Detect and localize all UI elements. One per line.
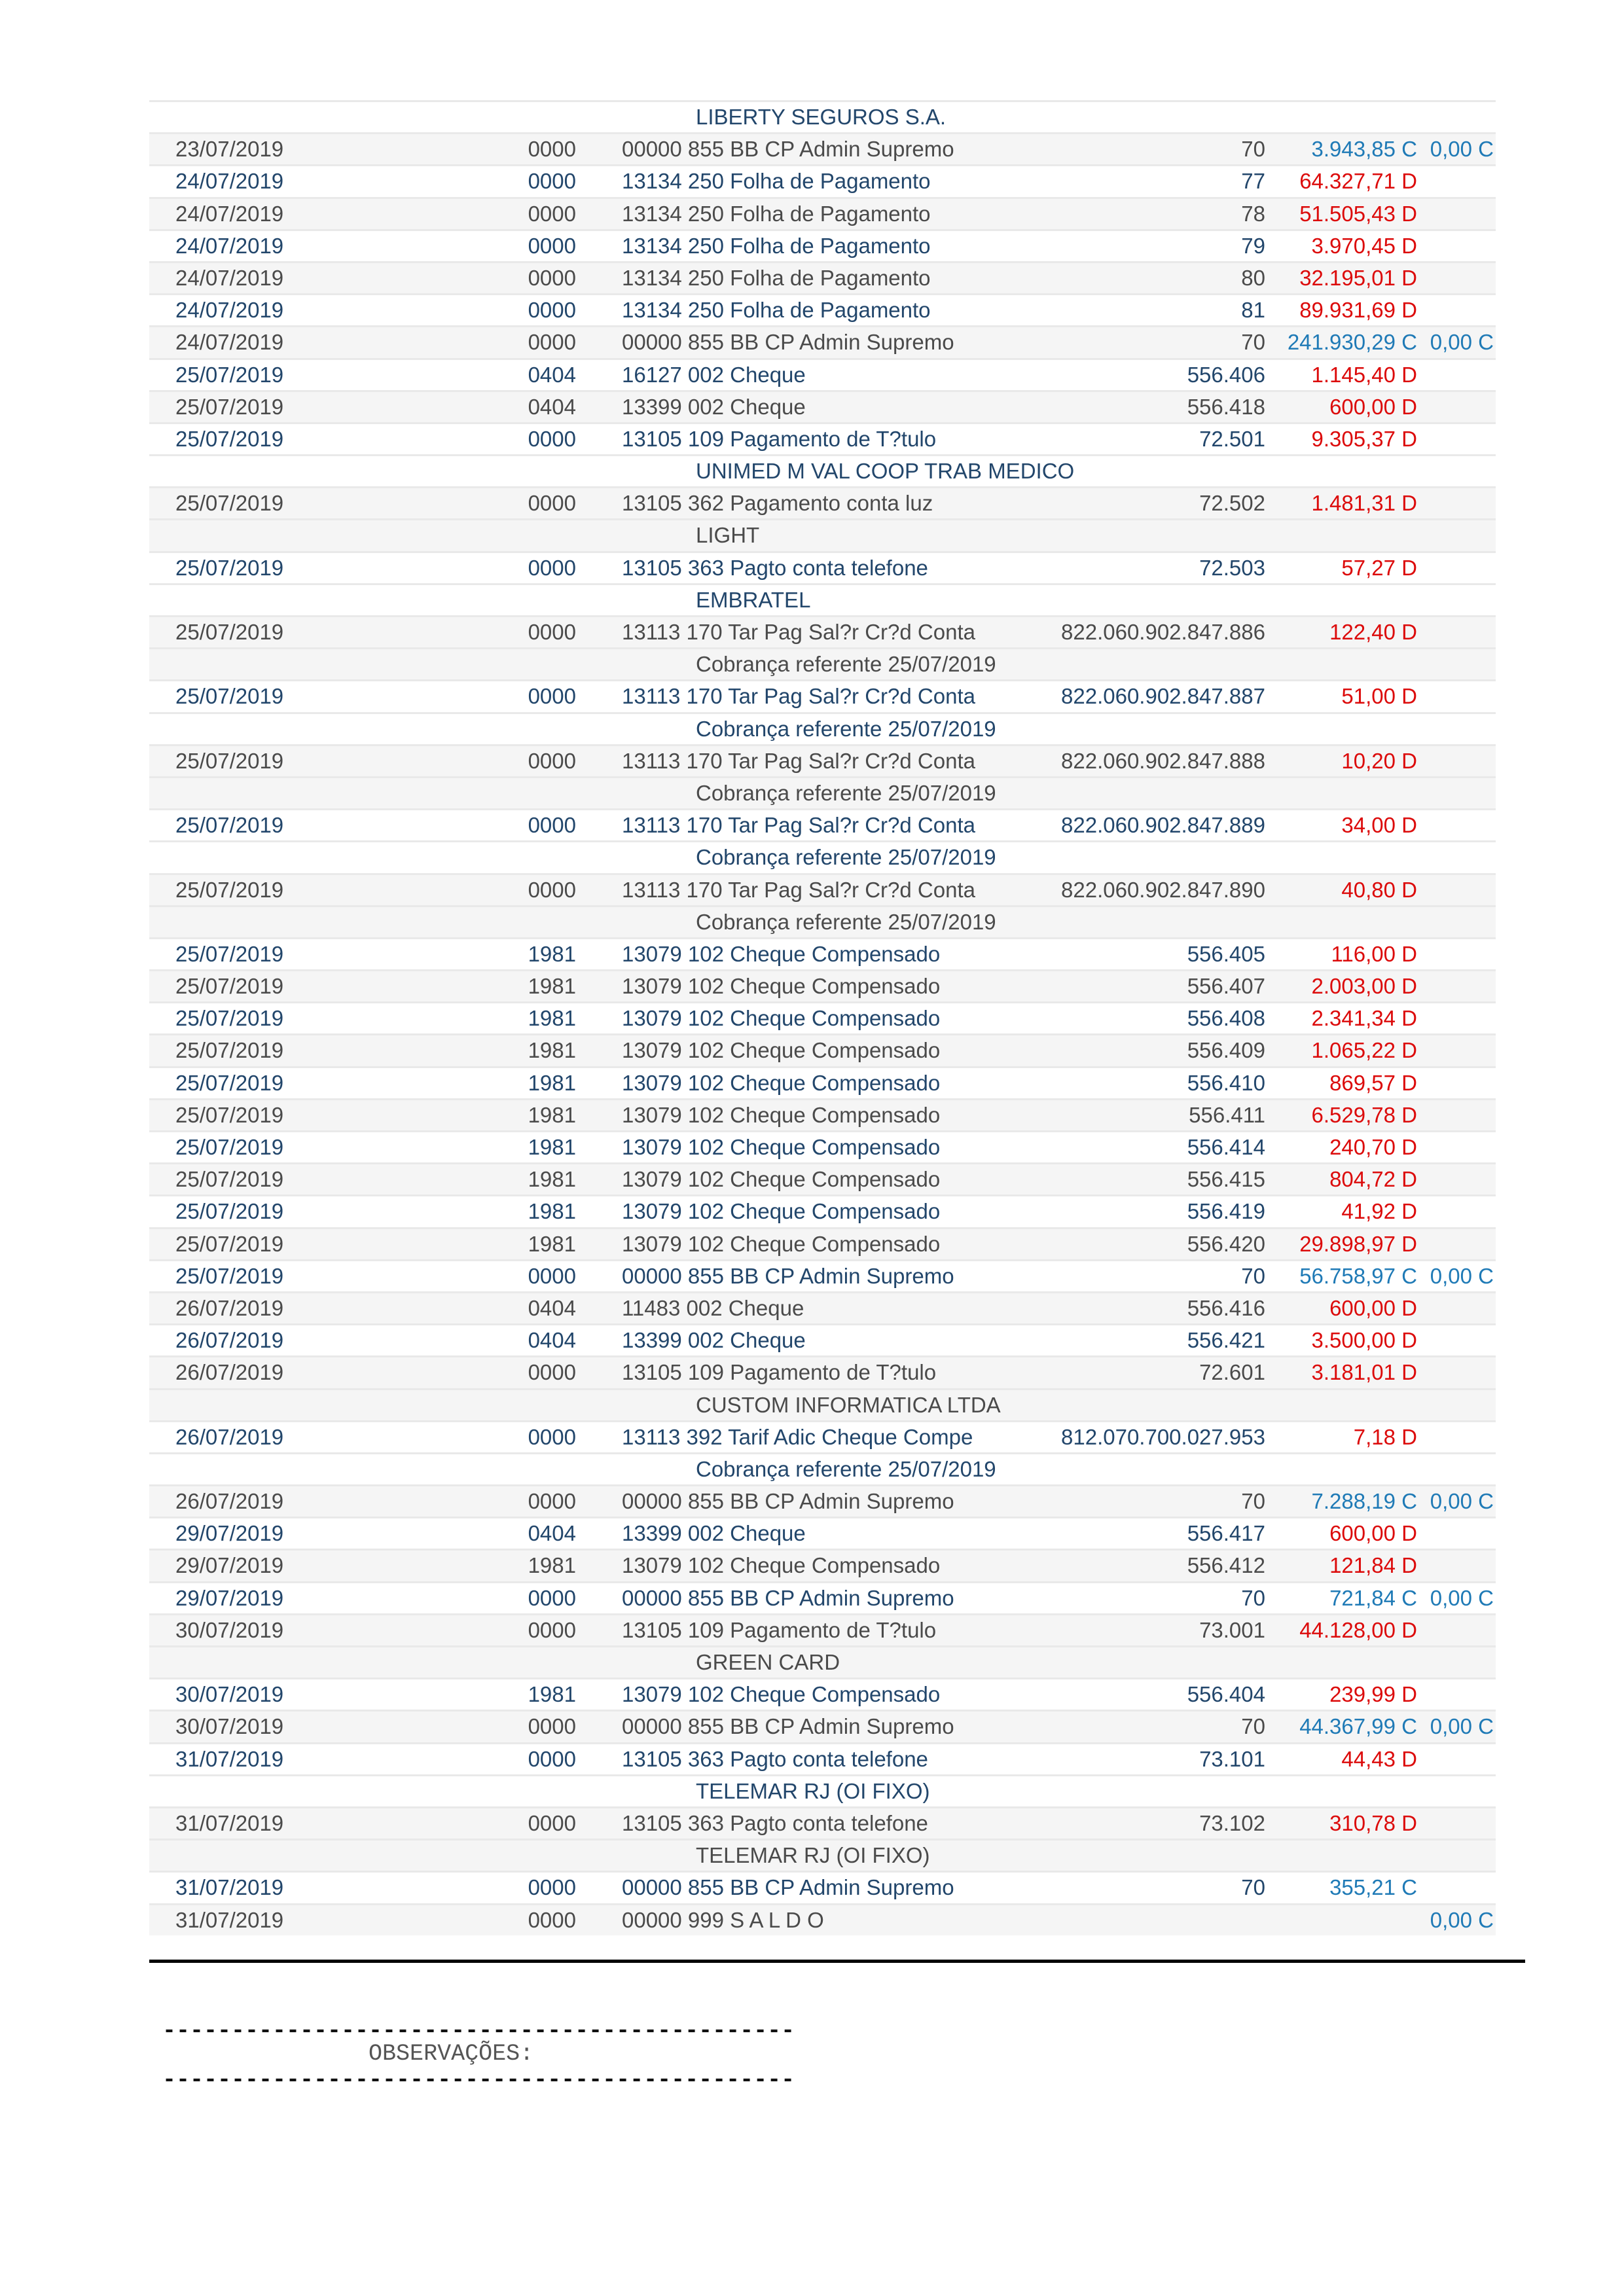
- document-cell: 73.001: [1199, 1617, 1265, 1642]
- document-cell: 72.503: [1199, 555, 1265, 580]
- amount-cell: 1.481,31 D: [1311, 491, 1417, 516]
- description-cell: 11483 002 Cheque: [622, 1295, 804, 1320]
- date-cell: 25/07/2019: [175, 877, 284, 902]
- document-cell: 556.405: [1187, 941, 1265, 966]
- document-cell: 556.412: [1187, 1553, 1265, 1578]
- statement-row: [149, 1001, 1496, 1033]
- statement-row: [149, 1098, 1496, 1130]
- note-cell: TELEMAR RJ (OI FIXO): [696, 1778, 930, 1803]
- amount-cell: 122,40 D: [1329, 620, 1417, 644]
- amount-cell: 721,84 C: [1329, 1585, 1417, 1610]
- amount-cell: 56.758,97 C: [1299, 1263, 1417, 1288]
- bottom-divider: [149, 1960, 1525, 1963]
- statement-row: [149, 390, 1496, 422]
- description-cell: 13079 102 Cheque Compensado: [622, 1038, 941, 1063]
- amount-cell: 3.970,45 D: [1311, 233, 1417, 258]
- date-cell: 26/07/2019: [175, 1424, 284, 1449]
- date-cell: 25/07/2019: [175, 1070, 284, 1095]
- document-cell: 822.060.902.847.890: [1061, 877, 1265, 902]
- amount-cell: 44.128,00 D: [1299, 1617, 1417, 1642]
- agency-cell: 1981: [528, 974, 576, 999]
- statement-row: [149, 1066, 1496, 1098]
- statement-row: [149, 486, 1496, 518]
- balance-cell: 0,00 C: [1430, 1714, 1494, 1739]
- statement-row: [149, 1806, 1496, 1839]
- note-cell: Cobrança referente 25/07/2019: [696, 845, 996, 870]
- date-cell: 24/07/2019: [175, 201, 284, 226]
- description-cell: 13134 250 Folha de Pagamento: [622, 233, 931, 258]
- date-cell: 31/07/2019: [175, 1875, 284, 1900]
- statement-row: [149, 969, 1496, 1001]
- document-cell: 78: [1241, 201, 1265, 226]
- date-cell: 24/07/2019: [175, 233, 284, 258]
- statement-note-row: [149, 1645, 1496, 1677]
- observations-label: OBSERVAÇÕES:: [162, 2041, 534, 2067]
- statement-row: [149, 1033, 1496, 1066]
- statement-row: [149, 1549, 1496, 1581]
- description-cell: 13079 102 Cheque Compensado: [622, 1135, 941, 1159]
- agency-cell: 0000: [528, 1489, 576, 1514]
- agency-cell: 0000: [528, 877, 576, 902]
- note-cell: GREEN CARD: [696, 1650, 840, 1674]
- date-cell: 25/07/2019: [175, 620, 284, 644]
- statement-note-row: [149, 518, 1496, 550]
- amount-cell: 241.930,29 C: [1287, 330, 1417, 355]
- date-cell: 25/07/2019: [175, 974, 284, 999]
- date-cell: 26/07/2019: [175, 1360, 284, 1385]
- document-cell: 72.601: [1199, 1360, 1265, 1385]
- description-cell: 13079 102 Cheque Compensado: [622, 1231, 941, 1256]
- description-cell: 16127 002 Cheque: [622, 362, 806, 387]
- statement-note-row: [149, 905, 1496, 937]
- date-cell: 30/07/2019: [175, 1714, 284, 1739]
- agency-cell: 1981: [528, 1135, 576, 1159]
- date-cell: 25/07/2019: [175, 555, 284, 580]
- document-cell: 556.418: [1187, 394, 1265, 419]
- statement-note-row: [149, 840, 1496, 872]
- date-cell: 25/07/2019: [175, 1102, 284, 1127]
- document-cell: 556.417: [1187, 1521, 1265, 1546]
- agency-cell: 1981: [528, 1006, 576, 1031]
- document-cell: 79: [1241, 233, 1265, 258]
- document-cell: 822.060.902.847.886: [1061, 620, 1265, 644]
- agency-cell: 0000: [528, 265, 576, 290]
- amount-cell: 1.065,22 D: [1311, 1038, 1417, 1063]
- balance-cell: 0,00 C: [1430, 1585, 1494, 1610]
- description-cell: 13105 362 Pagamento conta luz: [622, 491, 933, 516]
- description-cell: 13113 170 Tar Pag Sal?r Cr?d Conta: [622, 813, 975, 838]
- date-cell: 25/07/2019: [175, 426, 284, 451]
- amount-cell: 600,00 D: [1329, 1295, 1417, 1320]
- date-cell: 25/07/2019: [175, 1135, 284, 1159]
- document-cell: 556.404: [1187, 1682, 1265, 1707]
- document-cell: 556.407: [1187, 974, 1265, 999]
- agency-cell: 1981: [528, 1553, 576, 1578]
- document-cell: 556.406: [1187, 362, 1265, 387]
- document-cell: 72.501: [1199, 426, 1265, 451]
- description-cell: 13113 170 Tar Pag Sal?r Cr?d Conta: [622, 684, 975, 709]
- amount-cell: 600,00 D: [1329, 1521, 1417, 1546]
- date-cell: 26/07/2019: [175, 1295, 284, 1320]
- statement-row: [149, 873, 1496, 905]
- description-cell: 13079 102 Cheque Compensado: [622, 1070, 941, 1095]
- date-cell: 25/07/2019: [175, 748, 284, 773]
- amount-cell: 3.943,85 C: [1311, 137, 1417, 162]
- description-cell: 13105 363 Pagto conta telefone: [622, 1810, 928, 1835]
- statement-row: [149, 1162, 1496, 1194]
- agency-cell: 0000: [528, 620, 576, 644]
- agency-cell: 1981: [528, 941, 576, 966]
- description-cell: 13079 102 Cheque Compensado: [622, 941, 941, 966]
- agency-cell: 0404: [528, 362, 576, 387]
- date-cell: 30/07/2019: [175, 1682, 284, 1707]
- statement-row: [149, 808, 1496, 840]
- statement-row: [149, 132, 1496, 164]
- description-cell: 13113 170 Tar Pag Sal?r Cr?d Conta: [622, 877, 975, 902]
- document-cell: 822.060.902.847.888: [1061, 748, 1265, 773]
- statement-table: [149, 100, 1496, 1935]
- description-cell: 13399 002 Cheque: [622, 1521, 806, 1546]
- date-cell: 25/07/2019: [175, 1199, 284, 1224]
- date-cell: 25/07/2019: [175, 813, 284, 838]
- document-cell: 70: [1241, 137, 1265, 162]
- document-cell: 556.411: [1189, 1102, 1265, 1127]
- amount-cell: 51.505,43 D: [1299, 201, 1417, 226]
- amount-cell: 10,20 D: [1341, 748, 1417, 773]
- note-cell: TELEMAR RJ (OI FIXO): [696, 1843, 930, 1868]
- agency-cell: 0000: [528, 1875, 576, 1900]
- agency-cell: 0000: [528, 1617, 576, 1642]
- statement-row: [149, 1291, 1496, 1323]
- agency-cell: 0000: [528, 748, 576, 773]
- description-cell: 13105 109 Pagamento de T?tulo: [622, 1617, 937, 1642]
- statement-note-row: [149, 1452, 1496, 1484]
- statement-row: [149, 325, 1496, 357]
- statement-row: [149, 1227, 1496, 1259]
- agency-cell: 0000: [528, 137, 576, 162]
- date-cell: 25/07/2019: [175, 362, 284, 387]
- agency-cell: 1981: [528, 1070, 576, 1095]
- date-cell: 31/07/2019: [175, 1810, 284, 1835]
- date-cell: 30/07/2019: [175, 1617, 284, 1642]
- note-cell: Cobrança referente 25/07/2019: [696, 652, 996, 677]
- date-cell: 31/07/2019: [175, 1907, 284, 1932]
- agency-cell: 0000: [528, 555, 576, 580]
- description-cell: 13113 170 Tar Pag Sal?r Cr?d Conta: [622, 748, 975, 773]
- date-cell: 25/07/2019: [175, 1231, 284, 1256]
- description-cell: 13079 102 Cheque Compensado: [622, 974, 941, 999]
- statement-row: [149, 293, 1496, 325]
- description-cell: 00000 855 BB CP Admin Supremo: [622, 1875, 954, 1900]
- document-cell: 556.416: [1187, 1295, 1265, 1320]
- document-cell: 556.420: [1187, 1231, 1265, 1256]
- document-cell: 70: [1241, 330, 1265, 355]
- description-cell: 13079 102 Cheque Compensado: [622, 1199, 941, 1224]
- amount-cell: 44.367,99 C: [1299, 1714, 1417, 1739]
- note-cell: Cobrança referente 25/07/2019: [696, 716, 996, 741]
- description-cell: 13079 102 Cheque Compensado: [622, 1553, 941, 1578]
- balance-cell: 0,00 C: [1430, 1263, 1494, 1288]
- document-cell: 77: [1241, 169, 1265, 194]
- description-cell: 13113 170 Tar Pag Sal?r Cr?d Conta: [622, 620, 975, 644]
- amount-cell: 7,18 D: [1353, 1424, 1417, 1449]
- agency-cell: 1981: [528, 1167, 576, 1192]
- statement-note-row: [149, 776, 1496, 808]
- amount-cell: 3.181,01 D: [1311, 1360, 1417, 1385]
- agency-cell: 0000: [528, 1746, 576, 1771]
- statement-row: [149, 1613, 1496, 1645]
- statement-row: [149, 1194, 1496, 1227]
- note-cell: Cobrança referente 25/07/2019: [696, 780, 996, 805]
- description-cell: 13079 102 Cheque Compensado: [622, 1167, 941, 1192]
- amount-cell: 7.288,19 C: [1311, 1489, 1417, 1514]
- statement-row: [149, 358, 1496, 390]
- statement-row: [149, 1903, 1496, 1935]
- amount-cell: 40,80 D: [1341, 877, 1417, 902]
- statement-row: [149, 197, 1496, 229]
- agency-cell: 0000: [528, 201, 576, 226]
- amount-cell: 2.003,00 D: [1311, 974, 1417, 999]
- date-cell: 31/07/2019: [175, 1746, 284, 1771]
- document-cell: 70: [1241, 1263, 1265, 1288]
- description-cell: 00000 855 BB CP Admin Supremo: [622, 330, 954, 355]
- date-cell: 25/07/2019: [175, 684, 284, 709]
- agency-cell: 0000: [528, 491, 576, 516]
- agency-cell: 1981: [528, 1038, 576, 1063]
- amount-cell: 32.195,01 D: [1299, 265, 1417, 290]
- date-cell: 25/07/2019: [175, 1263, 284, 1288]
- amount-cell: 6.529,78 D: [1311, 1102, 1417, 1127]
- statement-row: [149, 1484, 1496, 1516]
- note-cell: UNIMED M VAL COOP TRAB MEDICO: [696, 459, 1075, 484]
- agency-cell: 0000: [528, 1907, 576, 1932]
- balance-cell: 0,00 C: [1430, 137, 1494, 162]
- description-cell: 13105 363 Pagto conta telefone: [622, 555, 928, 580]
- amount-cell: 41,92 D: [1341, 1199, 1417, 1224]
- description-cell: 13134 250 Folha de Pagamento: [622, 201, 931, 226]
- agency-cell: 0404: [528, 1295, 576, 1320]
- document-cell: 556.409: [1187, 1038, 1265, 1063]
- description-cell: 13105 109 Pagamento de T?tulo: [622, 426, 937, 451]
- date-cell: 25/07/2019: [175, 491, 284, 516]
- amount-cell: 804,72 D: [1329, 1167, 1417, 1192]
- note-cell: Cobrança referente 25/07/2019: [696, 909, 996, 934]
- description-cell: 00000 855 BB CP Admin Supremo: [622, 1263, 954, 1288]
- amount-cell: 239,99 D: [1329, 1682, 1417, 1707]
- note-cell: LIBERTY SEGUROS S.A.: [696, 105, 947, 129]
- document-cell: 73.101: [1199, 1746, 1265, 1771]
- document-cell: 556.415: [1187, 1167, 1265, 1192]
- document-cell: 73.102: [1199, 1810, 1265, 1835]
- statement-row: [149, 1677, 1496, 1710]
- agency-cell: 0000: [528, 298, 576, 323]
- description-cell: 13113 392 Tarif Adic Cheque Compe: [622, 1424, 973, 1449]
- amount-cell: 64.327,71 D: [1299, 169, 1417, 194]
- statement-row: [149, 1710, 1496, 1742]
- amount-cell: 89.931,69 D: [1299, 298, 1417, 323]
- amount-cell: 355,21 C: [1329, 1875, 1417, 1900]
- statement-row: [149, 1516, 1496, 1549]
- agency-cell: 0000: [528, 1424, 576, 1449]
- dashed-separator-top: ----------------------------------------------: [162, 2018, 795, 2044]
- agency-cell: 0000: [528, 1360, 576, 1385]
- statement-note-row: [149, 454, 1496, 486]
- agency-cell: 1981: [528, 1682, 576, 1707]
- balance-cell: 0,00 C: [1430, 330, 1494, 355]
- agency-cell: 1981: [528, 1231, 576, 1256]
- statement-note-row: [149, 100, 1496, 132]
- document-cell: 80: [1241, 265, 1265, 290]
- statement-row: [149, 1323, 1496, 1355]
- balance-cell: 0,00 C: [1430, 1907, 1494, 1932]
- amount-cell: 121,84 D: [1329, 1553, 1417, 1578]
- statement-row: [149, 164, 1496, 196]
- date-cell: 25/07/2019: [175, 1167, 284, 1192]
- balance-cell: 0,00 C: [1430, 1489, 1494, 1514]
- date-cell: 24/07/2019: [175, 169, 284, 194]
- document-cell: 556.410: [1187, 1070, 1265, 1095]
- note-cell: LIGHT: [696, 523, 760, 548]
- document-cell: 812.070.700.027.953: [1061, 1424, 1265, 1449]
- note-cell: EMBRATEL: [696, 587, 811, 612]
- agency-cell: 0000: [528, 330, 576, 355]
- amount-cell: 1.145,40 D: [1311, 362, 1417, 387]
- dashed-separator-bottom: ----------------------------------------------: [162, 2067, 795, 2093]
- amount-cell: 310,78 D: [1329, 1810, 1417, 1835]
- note-cell: Cobrança referente 25/07/2019: [696, 1456, 996, 1481]
- description-cell: 00000 855 BB CP Admin Supremo: [622, 1585, 954, 1610]
- agency-cell: 1981: [528, 1199, 576, 1224]
- amount-cell: 869,57 D: [1329, 1070, 1417, 1095]
- description-cell: 13105 363 Pagto conta telefone: [622, 1746, 928, 1771]
- date-cell: 25/07/2019: [175, 394, 284, 419]
- description-cell: 00000 855 BB CP Admin Supremo: [622, 137, 954, 162]
- document-cell: 556.419: [1187, 1199, 1265, 1224]
- description-cell: 13134 250 Folha de Pagamento: [622, 298, 931, 323]
- statement-row: [149, 1742, 1496, 1774]
- document-cell: 556.408: [1187, 1006, 1265, 1031]
- date-cell: 29/07/2019: [175, 1553, 284, 1578]
- description-cell: 13399 002 Cheque: [622, 394, 806, 419]
- document-cell: 556.414: [1187, 1135, 1265, 1159]
- agency-cell: 0404: [528, 1328, 576, 1353]
- agency-cell: 0000: [528, 684, 576, 709]
- date-cell: 29/07/2019: [175, 1521, 284, 1546]
- agency-cell: 0000: [528, 813, 576, 838]
- date-cell: 25/07/2019: [175, 941, 284, 966]
- agency-cell: 0404: [528, 394, 576, 419]
- statement-note-row: [149, 1839, 1496, 1871]
- statement-row: [149, 229, 1496, 261]
- date-cell: 24/07/2019: [175, 330, 284, 355]
- description-cell: 13079 102 Cheque Compensado: [622, 1682, 941, 1707]
- document-cell: 70: [1241, 1585, 1265, 1610]
- amount-cell: 240,70 D: [1329, 1135, 1417, 1159]
- amount-cell: 29.898,97 D: [1299, 1231, 1417, 1256]
- document-cell: 81: [1241, 298, 1265, 323]
- statement-note-row: [149, 712, 1496, 744]
- document-cell: 70: [1241, 1489, 1265, 1514]
- statement-row: [149, 551, 1496, 583]
- document-cell: 70: [1241, 1714, 1265, 1739]
- date-cell: 25/07/2019: [175, 1038, 284, 1063]
- amount-cell: 44,43 D: [1341, 1746, 1417, 1771]
- document-cell: 72.502: [1199, 491, 1265, 516]
- amount-cell: 34,00 D: [1341, 813, 1417, 838]
- amount-cell: 600,00 D: [1329, 394, 1417, 419]
- amount-cell: 3.500,00 D: [1311, 1328, 1417, 1353]
- date-cell: 23/07/2019: [175, 137, 284, 162]
- date-cell: 29/07/2019: [175, 1585, 284, 1610]
- document-cell: 822.060.902.847.887: [1061, 684, 1265, 709]
- amount-cell: 2.341,34 D: [1311, 1006, 1417, 1031]
- description-cell: 13134 250 Folha de Pagamento: [622, 169, 931, 194]
- document-cell: 822.060.902.847.889: [1061, 813, 1265, 838]
- amount-cell: 51,00 D: [1341, 684, 1417, 709]
- date-cell: 26/07/2019: [175, 1328, 284, 1353]
- statement-row: [149, 615, 1496, 647]
- agency-cell: 0404: [528, 1521, 576, 1546]
- statement-row: [149, 1871, 1496, 1903]
- statement-row: [149, 744, 1496, 776]
- agency-cell: 0000: [528, 426, 576, 451]
- document-cell: 70: [1241, 1875, 1265, 1900]
- date-cell: 24/07/2019: [175, 298, 284, 323]
- description-cell: 13105 109 Pagamento de T?tulo: [622, 1360, 937, 1385]
- agency-cell: 1981: [528, 1102, 576, 1127]
- statement-note-row: [149, 1774, 1496, 1806]
- statement-note-row: [149, 583, 1496, 615]
- agency-cell: 0000: [528, 1714, 576, 1739]
- document-cell: 556.421: [1187, 1328, 1265, 1353]
- statement-row: [149, 937, 1496, 969]
- date-cell: 25/07/2019: [175, 1006, 284, 1031]
- statement-row: [149, 261, 1496, 293]
- description-cell: 13399 002 Cheque: [622, 1328, 806, 1353]
- agency-cell: 0000: [528, 1263, 576, 1288]
- note-cell: CUSTOM INFORMATICA LTDA: [696, 1392, 1001, 1417]
- amount-cell: 116,00 D: [1331, 941, 1417, 966]
- statement-note-row: [149, 1388, 1496, 1420]
- agency-cell: 0000: [528, 233, 576, 258]
- description-cell: 13079 102 Cheque Compensado: [622, 1006, 941, 1031]
- amount-cell: 57,27 D: [1341, 555, 1417, 580]
- statement-row: [149, 679, 1496, 711]
- date-cell: 24/07/2019: [175, 265, 284, 290]
- statement-row: [149, 1420, 1496, 1452]
- date-cell: 26/07/2019: [175, 1489, 284, 1514]
- description-cell: 13079 102 Cheque Compensado: [622, 1102, 941, 1127]
- statement-row: [149, 422, 1496, 454]
- description-cell: 13134 250 Folha de Pagamento: [622, 265, 931, 290]
- description-cell: 00000 855 BB CP Admin Supremo: [622, 1489, 954, 1514]
- agency-cell: 0000: [528, 1585, 576, 1610]
- statement-row: [149, 1130, 1496, 1162]
- statement-note-row: [149, 647, 1496, 679]
- statement-row: [149, 1581, 1496, 1613]
- statement-row: [149, 1259, 1496, 1291]
- agency-cell: 0000: [528, 1810, 576, 1835]
- statement-row: [149, 1355, 1496, 1388]
- amount-cell: 9.305,37 D: [1311, 426, 1417, 451]
- description-cell: 00000 999 S A L D O: [622, 1907, 824, 1932]
- agency-cell: 0000: [528, 169, 576, 194]
- description-cell: 00000 855 BB CP Admin Supremo: [622, 1714, 954, 1739]
